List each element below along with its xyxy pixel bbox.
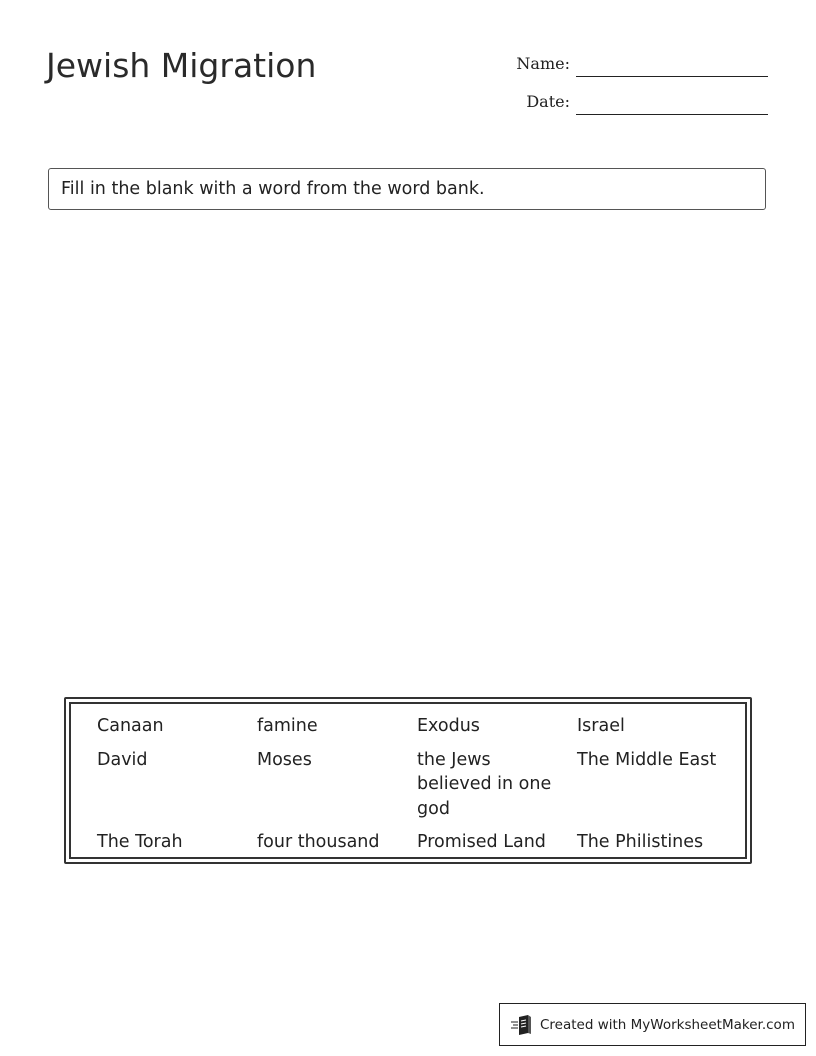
word-bank-item: Moses xyxy=(257,749,312,770)
created-with-badge[interactable] xyxy=(499,1003,806,1046)
word-bank-item: four thousand xyxy=(257,832,380,852)
word-bank-item: David xyxy=(97,749,148,770)
name-label: Name: xyxy=(516,54,570,73)
word-bank-inner-border xyxy=(69,702,747,859)
worksheet-title: Jewish Migration xyxy=(46,46,317,85)
word-bank-item: famine xyxy=(257,716,318,736)
word-bank-item: Promised Land xyxy=(417,832,546,852)
word-bank-item: The Torah xyxy=(97,832,183,852)
word-bank-item: Israel xyxy=(577,716,625,736)
word-bank-item: Exodus xyxy=(417,716,480,736)
word-bank-item: the Jews believed in one god xyxy=(417,749,552,819)
date-label: Date: xyxy=(526,92,570,111)
date-row xyxy=(508,92,768,116)
name-blank-line[interactable] xyxy=(576,76,768,77)
credit-text: Created with MyWorksheetMaker.com xyxy=(540,1016,795,1033)
word-bank-item: The Middle East xyxy=(577,749,717,770)
name-row xyxy=(508,54,768,78)
word-bank-grid xyxy=(97,714,745,855)
word-bank-item: The Philistines xyxy=(577,832,704,852)
book-icon xyxy=(510,1014,534,1036)
instructions-box: Fill in the blank with a word from the word bank. xyxy=(48,168,766,210)
date-blank-line[interactable] xyxy=(576,114,768,115)
word-bank xyxy=(64,697,752,864)
word-bank-item: Canaan xyxy=(97,716,164,736)
